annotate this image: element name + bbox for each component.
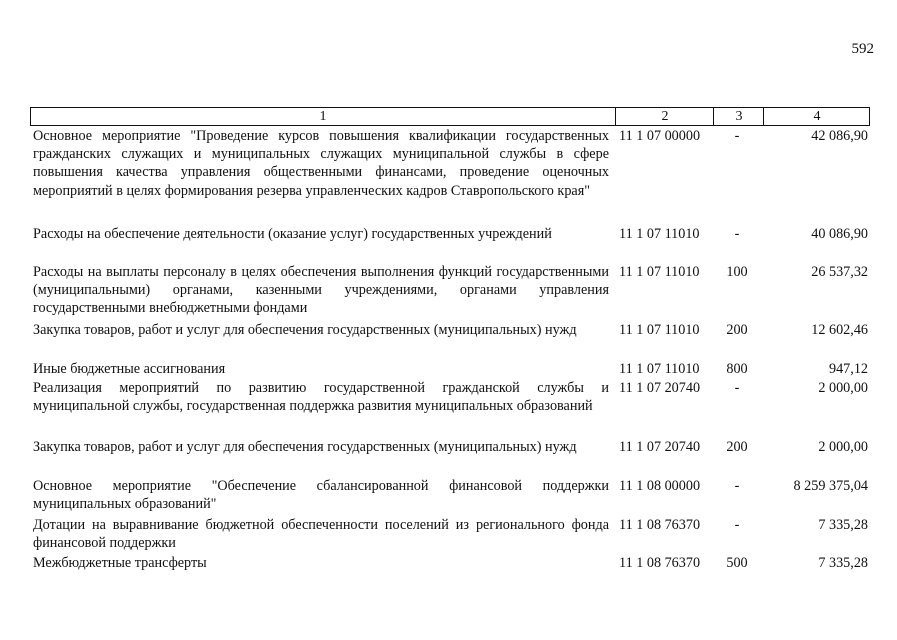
row-description: Расходы на обеспечение деятельности (оказание услуг) государственных учреждений: [33, 226, 552, 242]
row-amount: 42 086,90: [811, 128, 868, 144]
row-code: 11 1 07 20740: [619, 439, 701, 455]
row-code: 11 1 07 00000: [619, 128, 701, 144]
row-code: 11 1 08 00000: [619, 478, 701, 494]
row-description: Закупка товаров, работ и услуг для обеспечения государственных (муниципальных) нужд: [33, 439, 577, 455]
row-amount: 7 335,28: [818, 517, 868, 533]
row-description: Основное мероприятие "Обеспечение сбалансированной финансовой поддержки муниципальных образований": [33, 478, 609, 513]
row-amount: 2 000,00: [818, 439, 868, 455]
row-code: 11 1 07 11010: [619, 361, 700, 377]
row-code: 11 1 07 11010: [619, 322, 700, 338]
row-code: 11 1 07 11010: [619, 226, 700, 242]
row-description: Межбюджетные трансферты: [33, 555, 207, 571]
row-type: -: [734, 478, 740, 494]
row-amount: 7 335,28: [818, 555, 868, 571]
row-type: 200: [726, 439, 748, 455]
row-type: -: [734, 380, 740, 396]
row-type: 800: [726, 361, 748, 377]
row-description: Закупка товаров, работ и услуг для обеспечения государственных (муниципальных) нужд: [33, 322, 577, 338]
row-type: 500: [726, 555, 748, 571]
row-code: 11 1 08 76370: [619, 517, 701, 533]
header-col-1: 1: [319, 109, 327, 124]
row-amount: 26 537,32: [811, 264, 868, 280]
row-code: 11 1 07 20740: [619, 380, 701, 396]
row-description: Иные бюджетные ассигнования: [33, 361, 226, 377]
table-header: [30, 107, 870, 126]
page-number: 592: [851, 41, 874, 57]
row-description: Расходы на выплаты персоналу в целях обеспечения выполнения функций государственными (муниципальными) органами, казенными учреждениями, органами управления государственными внебюджетными фондами: [33, 264, 609, 317]
row-amount: 947,12: [828, 361, 868, 377]
row-code: 11 1 08 76370: [619, 555, 701, 571]
row-code: 11 1 07 11010: [619, 264, 700, 280]
row-amount: 2 000,00: [818, 380, 868, 396]
row-type: -: [734, 128, 740, 144]
row-amount: 8 259 375,04: [793, 478, 868, 494]
header-col-2: 2: [615, 108, 714, 125]
row-amount: 12 602,46: [811, 322, 868, 338]
row-description: Реализация мероприятий по развитию государственной гражданской службы и муниципальной службы, государственная поддержка развития муниципальных образований: [33, 380, 609, 415]
row-type: 100: [726, 264, 748, 280]
header-col-3: 3: [713, 108, 764, 125]
row-type: 200: [726, 322, 748, 338]
header-col-4: 4: [763, 108, 870, 125]
row-type: -: [734, 226, 740, 242]
row-description: Дотации на выравнивание бюджетной обеспеченности поселений из регионального фонда финансовой поддержки: [33, 517, 609, 552]
row-amount: 40 086,90: [811, 226, 868, 242]
row-description: Основное мероприятие "Проведение курсов повышения квалификации государственных гражданских служащих и муниципальных служащих муниципальной службы в сфере повышения качества управления общественными финансами, проведение оценочных мероприятий в целях формирования резерва управленческих кадров Ставропольского края": [33, 128, 609, 199]
row-type: -: [734, 517, 740, 533]
